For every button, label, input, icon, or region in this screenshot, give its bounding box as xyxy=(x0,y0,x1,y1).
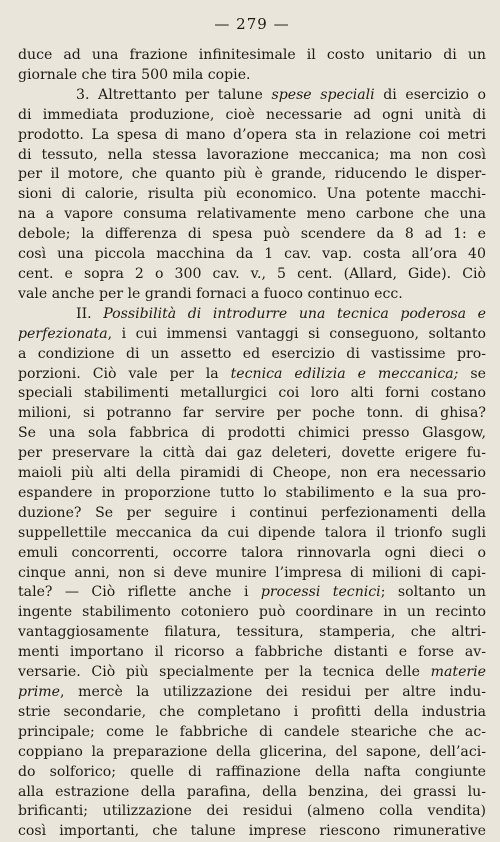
text-line: strie secondarie, che completano i profitti della industria xyxy=(18,703,486,720)
text-segment: , i cui immensi vantaggi si conseguono, soltanto xyxy=(107,325,486,342)
text-line: menti importano il ricorso a fabbriche distanti e forse av- xyxy=(18,644,486,661)
text-line xyxy=(18,683,486,703)
text-line: emuli concorrenti, occorre talora rinnovarla ogni dieci o xyxy=(18,544,486,561)
text-segment: II. xyxy=(76,305,104,322)
text-line: sioni di calorie, risulta più economico. Una potente macchi- xyxy=(18,186,486,203)
italic-phrase: prime xyxy=(18,684,60,700)
text-line: speciali stabilimenti metallurgici coi loro alti forni costano xyxy=(18,385,486,402)
text-line xyxy=(18,86,486,106)
text-line: Se una sola fabbrica di prodotti chimici presso Glasgow, xyxy=(18,425,486,442)
text-line: do solforico; quelle di raffinazione della nafta congiunte xyxy=(18,763,486,780)
text-line: cent. e sopra 2 o 300 cav. v., 5 cent. (Allard, Gide). Ciò xyxy=(18,265,486,282)
italic-phrase: perfezionata xyxy=(18,325,108,342)
text-line: brificanti; utilizzazione dei residui (almeno colla vendita) xyxy=(18,803,486,820)
text-line: duce ad una frazione infinitesimale il costo unitario di un xyxy=(18,47,486,63)
text-line xyxy=(18,305,486,325)
italic-phrase: processi tecnici xyxy=(260,584,381,601)
text-segment: versarie. Ciò più specialmente per la tecnica delle xyxy=(18,664,431,681)
text-line: per preservare la città dai gaz deleteri, dovette erigere fu- xyxy=(18,445,486,462)
text-line: vantaggiosamente filatura, tessitura, stamperia, che altri- xyxy=(18,624,486,641)
text-line: prodotto. La spesa di mano d’opera sta in relazione coi metri xyxy=(18,126,486,143)
text-line: ingente stabilimento cotoniero può coordinare in un recinto xyxy=(18,604,486,621)
text-line xyxy=(18,663,486,683)
text-segment: di esercizio o xyxy=(374,86,486,103)
text-segment: 3. Altrettanto per talune xyxy=(76,86,272,103)
text-line xyxy=(18,583,486,603)
text-line: debole; la differenza di spesa può scendere da 8 ad 1: e xyxy=(18,226,486,243)
text-line: maioli più alti della piramidi di Cheope, non era necessario xyxy=(18,465,486,482)
text-line xyxy=(18,325,486,345)
text-line: vale anche per le grandi fornaci a fuoco continuo ecc. xyxy=(18,285,403,302)
text-segment: porzioni. Ciò vale per la xyxy=(18,365,231,382)
body-text xyxy=(18,46,486,842)
text-line: principale; come le fabbriche di candele steariche che ac- xyxy=(18,723,486,740)
text-segment: ; soltanto un xyxy=(380,584,486,601)
text-line: suppellettile meccanica da cui dipende talora il trionfo sugli xyxy=(18,524,486,541)
text-line: duzione? Se per seguire i continui perfezionamenti della xyxy=(18,504,486,521)
text-line: alla estrazione della parafina, della benzina, dei grassi lu- xyxy=(18,783,486,800)
text-line: na a vapore consuma relativamente meno carbone che una xyxy=(18,206,486,223)
italic-phrase: tecnica edilizia e meccanica; xyxy=(230,365,459,382)
text-line: espandere in proporzione tutto lo stabilimento e la sua pro- xyxy=(18,484,486,501)
text-line: giornale che tira 500 mila copie. xyxy=(18,66,251,83)
text-line xyxy=(18,365,486,385)
text-line: così una piccola macchina da 1 cav. vap. costa all’ora 40 xyxy=(18,246,486,263)
italic-phrase: Possibilità di introdurre una tecnica poderosa e xyxy=(103,305,486,322)
italic-phrase: spese speciali xyxy=(271,86,375,103)
page-number: — 279 — xyxy=(214,15,290,33)
italic-phrase: materie xyxy=(430,664,486,681)
text-line: coppiano la preparazione della glicerina, del sapone, dell’aci- xyxy=(18,743,486,760)
text-segment: , mercè la utilizzazione dei residui per altre indu- xyxy=(59,684,486,700)
text-line: a condizione di un assetto ed esercizio di vastissime pro- xyxy=(18,345,486,362)
text-line: milioni, si potranno far servire per poche tonn. di ghisa? xyxy=(18,405,486,422)
text-line: cinque anni, non si deve munire l’impresa di milioni di capi- xyxy=(18,564,486,581)
text-segment: tale? — Ciò riflette anche i xyxy=(18,584,261,601)
text-segment: se xyxy=(458,365,486,382)
text-line: di immediata produzione, cioè necessarie ad ogni unità di xyxy=(18,106,486,123)
text-line: per il motore, che quanto più è grande, riducendo le disper- xyxy=(18,166,486,183)
text-line: così importanti, che talune imprese riescono rimunerative xyxy=(18,823,486,840)
text-line: di tessuto, nella stessa lavorazione meccanica; ma non così xyxy=(18,146,486,163)
